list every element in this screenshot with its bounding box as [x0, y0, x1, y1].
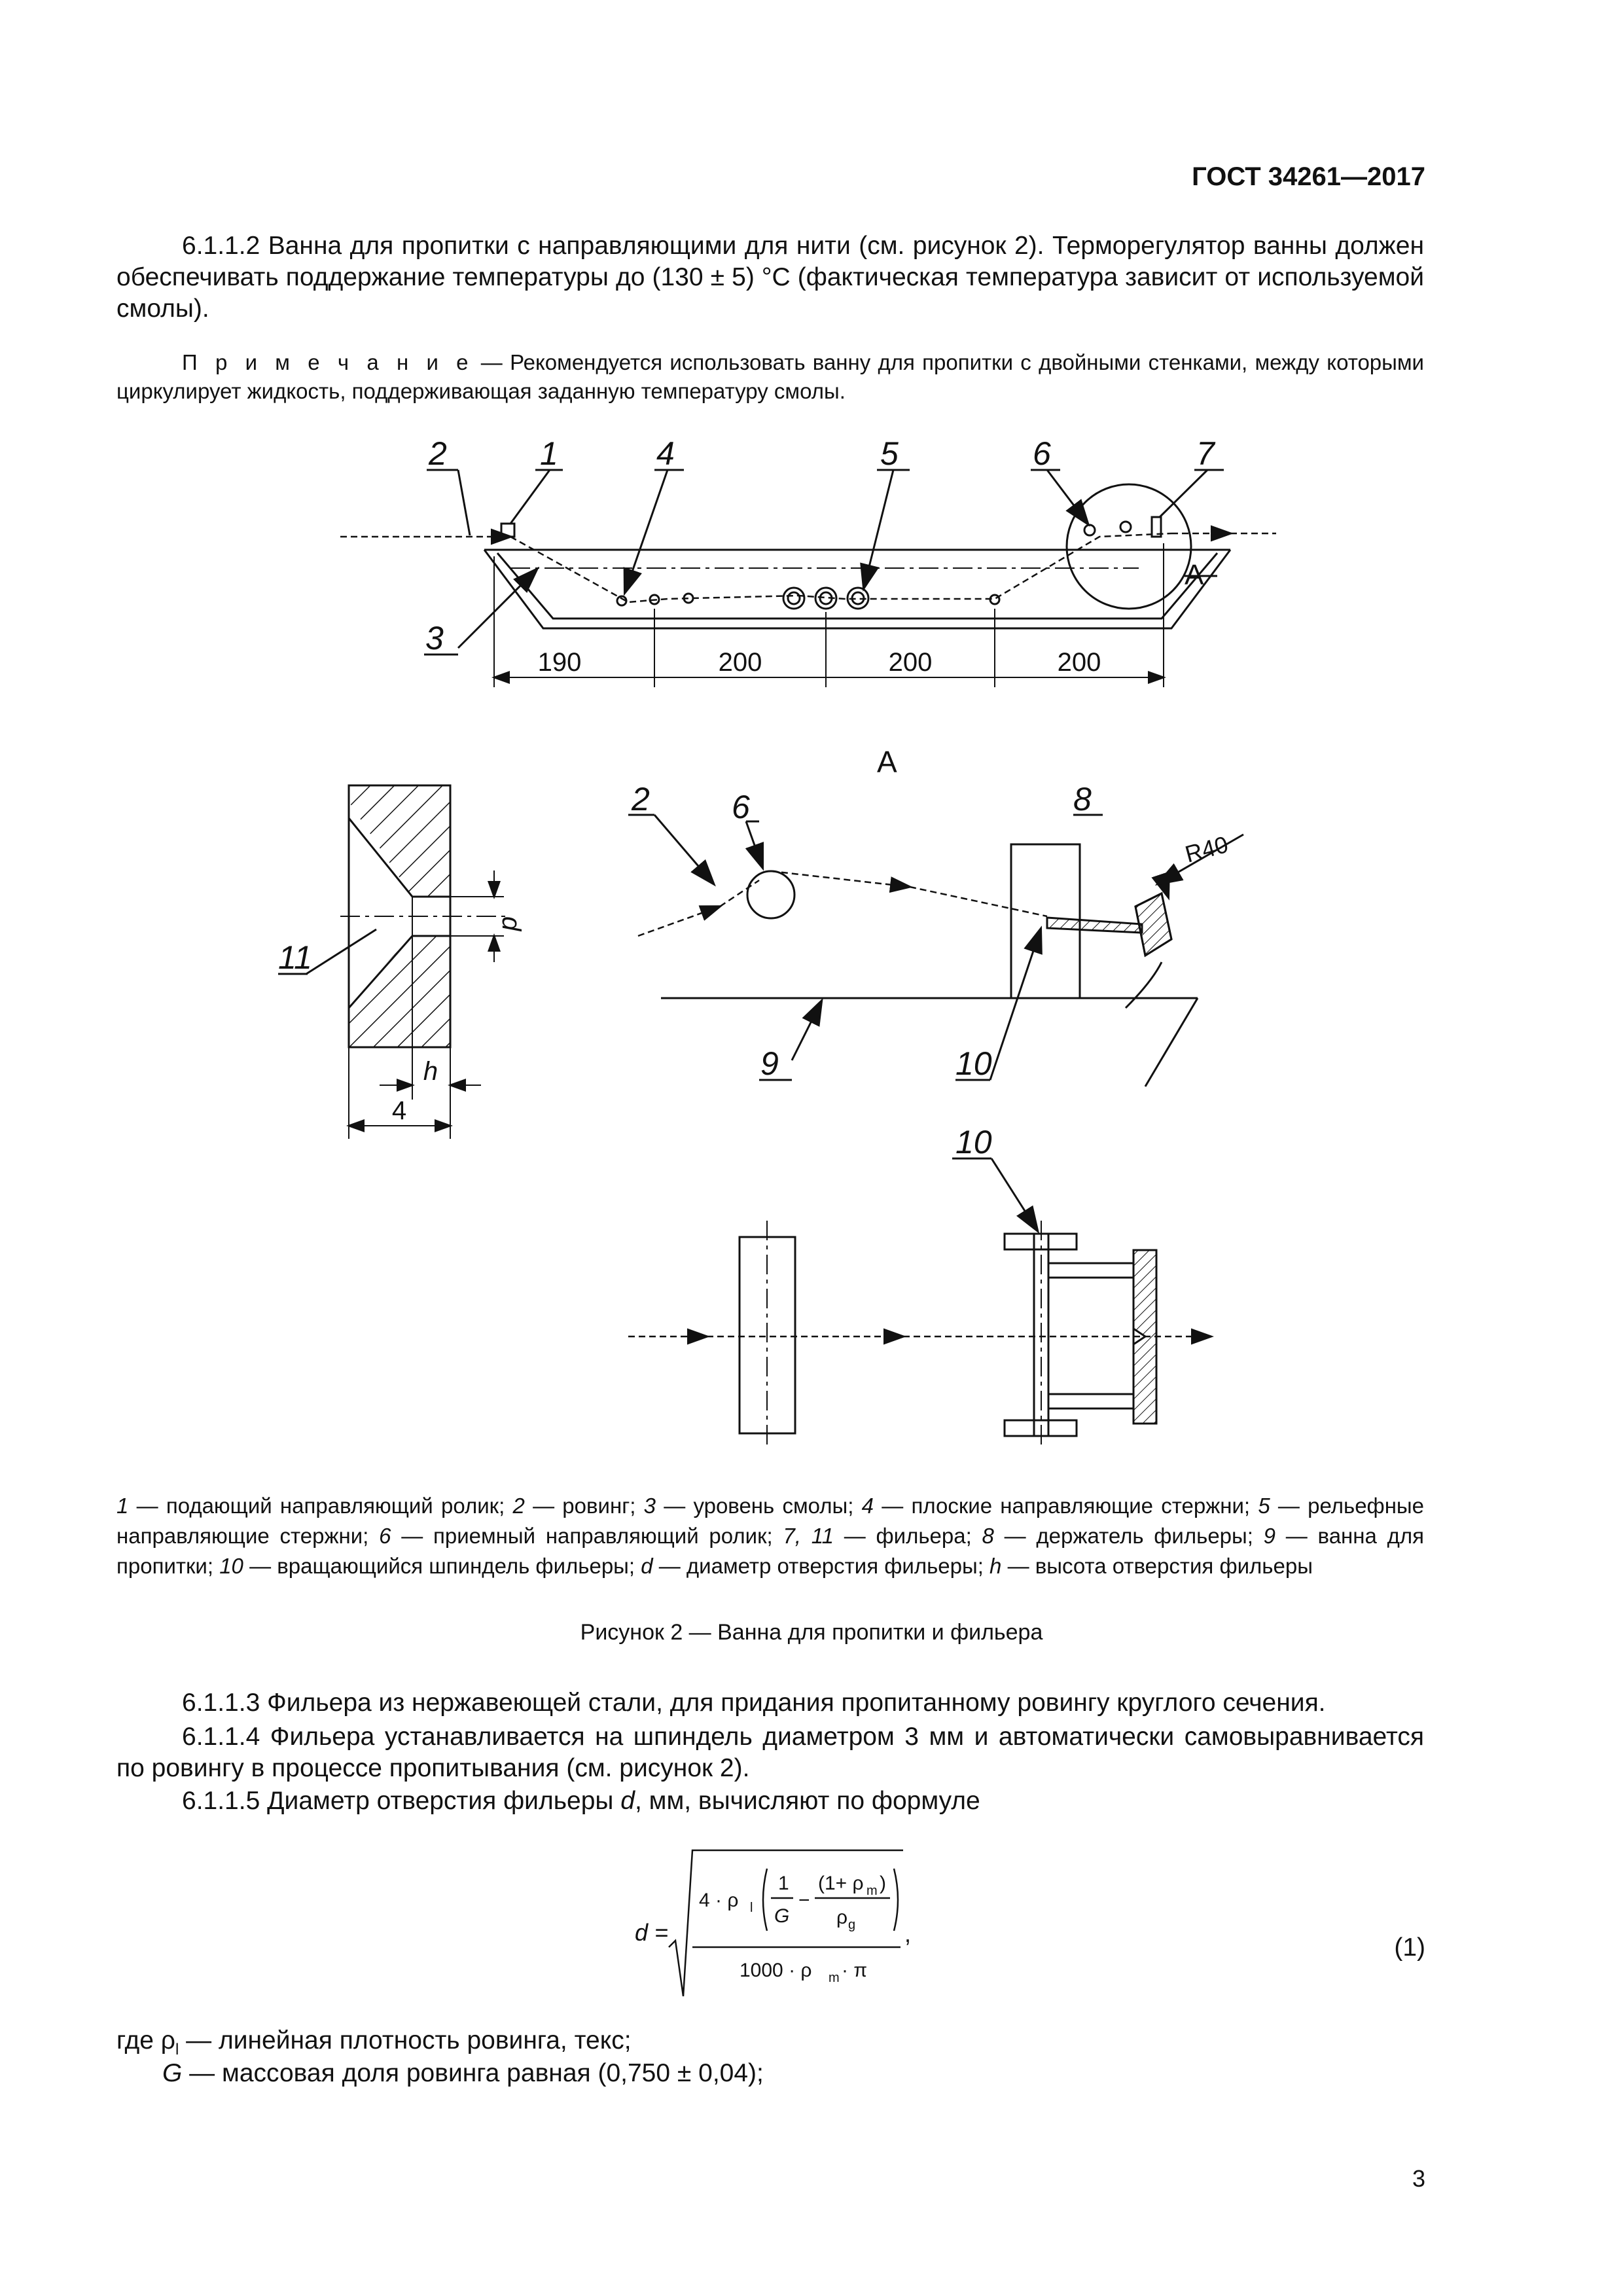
legend-description: — плоские направляющие стержни; [874, 1494, 1258, 1518]
callout-6: 6 [1033, 435, 1051, 472]
clause-number: 6.1.1.3 [182, 1689, 260, 1717]
formula-four-rho: 4 · ρ [699, 1890, 739, 1911]
leader-10b [991, 1158, 1037, 1230]
die-cross-section [340, 785, 510, 1047]
formula-one: 1 [778, 1873, 789, 1894]
roving-path-detail [638, 871, 1047, 936]
legend-description: — вращающийся шпиндель фильеры; [243, 1554, 641, 1578]
callout-6-detail: 6 [732, 789, 750, 825]
callout-4: 4 [656, 435, 675, 472]
legend-key: 2 [512, 1494, 525, 1518]
paragraph-6-1-1-5 [116, 1785, 1424, 1817]
formula-sub-l: l [750, 1901, 753, 1915]
leader-6b [746, 821, 762, 867]
legend-description: — высота отверстия фильеры [1001, 1554, 1313, 1578]
where-definition-G: — массовая доля ровинга равная (0,750 ± 0,04); [182, 2059, 764, 2087]
clause-text: Ванна для пропитки с направляющими для нити (см. рисунок 2). Терморегулятор ванны должен обеспечивать поддержание температуры до (130 ± 5) °С (фактическая температура зависит от используемой смолы). [116, 232, 1424, 323]
paragraph-6-1-1-4 [116, 1721, 1424, 1784]
take-up-roller [1084, 525, 1095, 535]
clause-text: Фильера устанавливается на шпиндель диаметром 3 мм и автоматически самовыравнивается по ровингу в процессе пропитывания (см. рисунок 2). [116, 1723, 1424, 1782]
where-definition: — линейная плотность ровинга, текс; [179, 2026, 632, 2054]
callout-3: 3 [425, 620, 444, 656]
legend-description: — подающий направляющий ролик; [128, 1494, 513, 1518]
legend-key: d [641, 1554, 653, 1578]
formula-sub-m: m [866, 1884, 878, 1898]
callout-11: 11 [278, 939, 312, 976]
where-sub: l [175, 2040, 179, 2058]
callout-9: 9 [760, 1045, 779, 1082]
dim-r40: R40 [1182, 831, 1231, 868]
detail-a-side-view [661, 844, 1198, 1086]
where-line-1 [116, 2026, 632, 2059]
dim-200-c: 200 [1057, 648, 1101, 677]
formula-rparen: ) [880, 1873, 886, 1894]
callout-1: 1 [540, 435, 558, 472]
legend-key: 8 [982, 1524, 994, 1548]
legend-key: 4 [861, 1494, 874, 1518]
spindle-assembly-view [1005, 1221, 1156, 1450]
die-holder-front-view [740, 1221, 795, 1450]
leader-7 [1160, 470, 1207, 517]
clause-text-end: , мм, вычисляют по формуле [634, 1787, 980, 1815]
figure-legend [116, 1491, 1424, 1581]
formula-G: G [774, 1905, 790, 1927]
dim-200-a: 200 [718, 648, 762, 677]
legend-description: — приемный направляющий ролик; [391, 1524, 783, 1548]
formula-sub-m-den: m [829, 1971, 840, 1985]
legend-key: 6 [379, 1524, 391, 1548]
paragraph-6-1-1-3 [116, 1687, 1424, 1719]
feed-roller [501, 524, 514, 537]
legend-description: — фильера; [833, 1524, 982, 1548]
page-number: 3 [1412, 2165, 1425, 2192]
document-standard-number: ГОСТ 34261—2017 [1192, 162, 1425, 191]
detail-a-circle [1067, 484, 1191, 609]
dim-width-4: 4 [391, 1096, 407, 1125]
legend-key: 9 [1263, 1524, 1276, 1548]
legend-key: 1 [116, 1494, 129, 1518]
leader-3 [458, 569, 537, 648]
dim-d: d [497, 916, 526, 931]
formula-denominator: 1000 · ρ [740, 1960, 812, 1981]
callout-2: 2 [429, 435, 447, 472]
clause-number: 6.1.1.5 [182, 1787, 260, 1815]
callout-10-bottom: 10 [955, 1124, 992, 1160]
clause-number: 6.1.1.4 [182, 1723, 260, 1751]
legend-description: — рельефные направляющие стержни; [116, 1494, 1425, 1548]
callout-5: 5 [880, 435, 899, 472]
legend-key: 3 [643, 1494, 656, 1518]
legend-description: — ровинг; [524, 1494, 644, 1518]
equation-number: (1) [1394, 1933, 1425, 1962]
figure-caption: Рисунок 2 — Ванна для пропитки и фильера [580, 1620, 1043, 1645]
clause-text: Фильера из нержавеющей стали, для придания пропитанному ровингу круглого сечения. [267, 1689, 1326, 1717]
leader-6 [1047, 470, 1088, 524]
leader-10 [990, 929, 1041, 1080]
where-prefix: где ρ [116, 2026, 175, 2054]
dim-200-b: 200 [888, 648, 933, 677]
leader-2b [654, 815, 713, 884]
dim-h: h [423, 1057, 438, 1086]
formula-num2: (1+ ρ [818, 1873, 864, 1894]
leader-1 [510, 470, 550, 524]
legend-key: 5 [1258, 1494, 1270, 1518]
clause-text: Диаметр отверстия фильеры [267, 1787, 621, 1815]
leader-9 [792, 1001, 821, 1060]
legend-description: — уровень смолы; [656, 1494, 862, 1518]
clause-number: 6.1.1.2 [182, 232, 260, 260]
legend-key: h [990, 1554, 1002, 1578]
callout-8: 8 [1073, 781, 1092, 817]
impregnation-bath [484, 550, 1230, 628]
formula-pi: · π [842, 1960, 868, 1981]
note-label: П р и м е ч а н и е [182, 350, 474, 374]
leader-4 [625, 470, 668, 592]
clause-variable: d [620, 1787, 635, 1815]
legend-key: 7, 11 [783, 1524, 834, 1548]
detail-a-title: A [877, 745, 897, 779]
formula-sub-g: g [848, 1918, 856, 1932]
legend-key: 10 [219, 1554, 243, 1578]
callout-7: 7 [1196, 435, 1215, 472]
formula-rho-g: ρ [836, 1907, 848, 1928]
formula-minus: − [798, 1890, 810, 1911]
callout-2-detail: 2 [632, 781, 650, 817]
leader-2 [458, 470, 470, 535]
guide-roller [1120, 522, 1131, 532]
where-var-G: G [162, 2059, 183, 2087]
note-text: — Рекомендуется использовать ванну для пропитки с двойными стенками, между которыми циркулирует жидкость, поддерживающая заданную температуру смолы. [116, 350, 1424, 403]
dim-190: 190 [537, 648, 582, 677]
legend-description: — держатель фильеры; [993, 1524, 1264, 1548]
detail-a-marker: A [1185, 559, 1204, 591]
formula-comma: , [904, 1920, 912, 1947]
relief-guide-rod [783, 588, 804, 609]
leader-5 [864, 470, 893, 588]
legend-description: — диаметр отверстия фильеры; [652, 1554, 990, 1578]
formula-1 [615, 1842, 1073, 2006]
where-line-2 [162, 2059, 764, 2088]
callout-10: 10 [955, 1045, 992, 1082]
formula-lhs: d = [635, 1919, 669, 1946]
legend-description: — ванна для пропитки; [116, 1524, 1425, 1578]
